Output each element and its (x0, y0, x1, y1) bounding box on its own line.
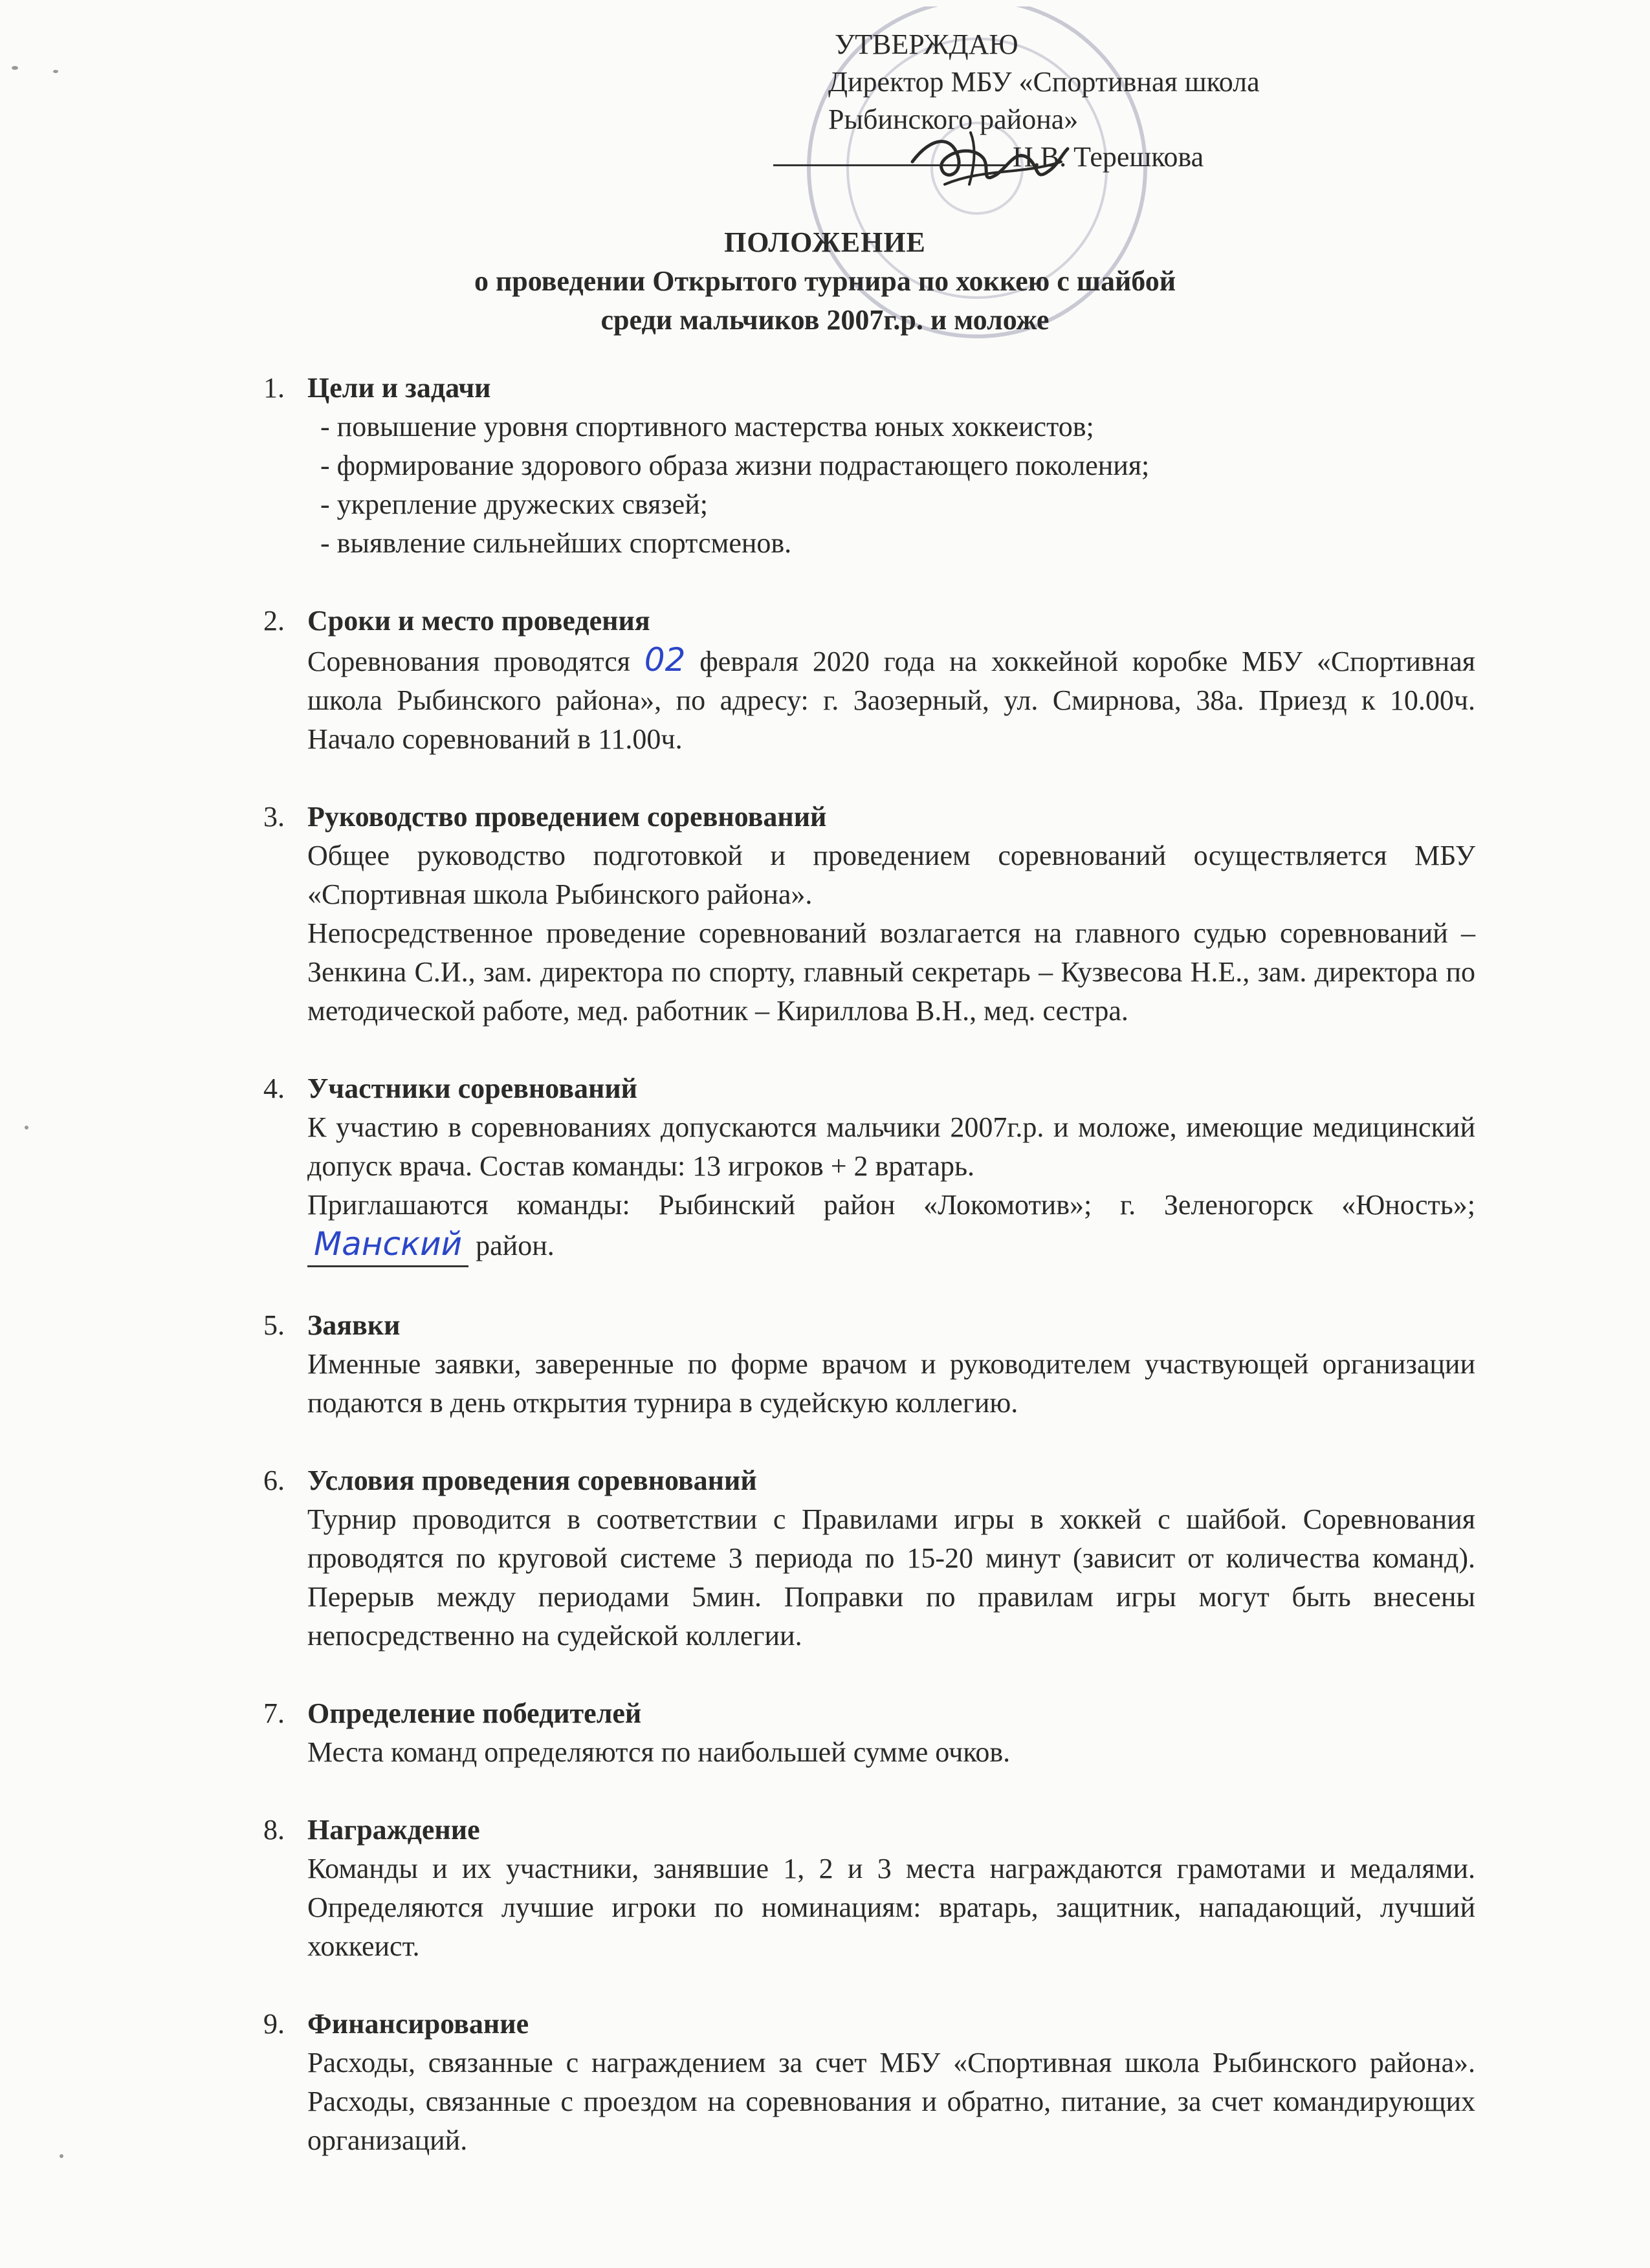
title-main: ПОЛОЖЕНИЕ (724, 226, 926, 258)
section-heading: Участники соревнований (307, 1073, 638, 1104)
section-text: Непосредственное проведение соревнований возлагается на главного судью соревнований – Зенкина С.И., зам. директора по спорту, главный секретарь – Кузвесова Н.Е., зам. директора по методической работе, мед. работник – Кириллова В.Н., мед. сестра. (307, 917, 1475, 1027)
sections-list (256, 369, 1475, 2199)
section-heading: Условия проведения соревнований (307, 1465, 757, 1496)
section-text: Расходы, связанные с награждением за счет МБУ «Спортивная школа Рыбинского района». Расходы, связанные с проездом на соревнования и обратно, питание, за счет командирующих организаций. (307, 2047, 1475, 2156)
section-heading: Определение победителей (307, 1697, 642, 1729)
section-number: 8. (263, 1814, 285, 1846)
list-item: - повышение уровня спортивного мастерства юных хоккеистов; (320, 411, 1094, 442)
section-management (256, 798, 1475, 1030)
section-applications (256, 1306, 1475, 1423)
document-title (0, 223, 1650, 340)
approval-position-line1: Директор МБУ «Спортивная школа (828, 66, 1260, 98)
handwritten-team: Манский (314, 1225, 463, 1263)
section-awards (256, 1811, 1475, 1966)
section-heading: Финансирование (307, 2008, 529, 2040)
signature-icon (906, 123, 1074, 194)
section-number: 5. (263, 1309, 285, 1341)
section-participants (256, 1069, 1475, 1267)
section-heading: Сроки и место проведения (307, 605, 650, 637)
section-text: Соревнования проводятся 02 февраля 2020 года на хоккейной коробке МБУ «Спортивная школа Рыбинского района», по адресу: г. Заозерный, ул. Смирнова, 38а. Приезд к 10.00ч. Начало соревнований в 11.00ч. (307, 641, 1476, 755)
title-line2: среди мальчиков 2007г.р. и моложе (600, 304, 1050, 336)
section-winners (256, 1694, 1475, 1772)
section-number: 9. (263, 2008, 285, 2040)
section-heading: Заявки (307, 1309, 401, 1341)
section-goals (256, 369, 1475, 563)
section-heading: Награждение (307, 1814, 480, 1846)
section-heading: Руководство проведением соревнований (307, 801, 827, 833)
list-item: - укрепление дружеских связей; (320, 488, 708, 520)
list-item: - выявление сильнейших спортсменов. (320, 527, 792, 559)
section-text: Именные заявки, заверенные по форме врачом и руководителем участвующей организации подаются в день открытия турнира в судейскую коллегию. (307, 1348, 1475, 1419)
approval-position-line2: Рыбинского района» (828, 104, 1079, 135)
section-text: К участию в соревнованиях допускаются мальчики 2007г.р. и моложе, имеющие медицинский допуск врача. Состав команды: 13 игроков + 2 вратарь. (307, 1111, 1475, 1182)
section-text: Команды и их участники, занявшие 1, 2 и 3 места награждаются грамотами и медалями. Определяются лучшие игроки по номинациям: вратарь, защитник, нападающий, лучший хоккеист. (307, 1853, 1475, 1962)
section-number: 6. (263, 1465, 285, 1496)
section-dates-place (256, 602, 1475, 759)
section-financing (256, 2005, 1475, 2160)
approval-heading: УТВЕРЖДАЮ (835, 28, 1018, 60)
title-line1: о проведении Открытого турнира по хоккею с шайбой (474, 265, 1176, 297)
list-item: - формирование здорового образа жизни подрастающего поколения; (320, 450, 1150, 481)
handwritten-date: 02 (644, 641, 686, 679)
section-number: 3. (263, 801, 285, 833)
section-number: 7. (263, 1697, 285, 1729)
section-number: 4. (263, 1073, 285, 1104)
section-heading: Цели и задачи (307, 372, 491, 404)
scan-speck (12, 66, 18, 70)
section-text: Общее руководство подготовкой и проведением соревнований осуществляется МБУ «Спортивная школа Рыбинского района». (307, 840, 1475, 910)
section-number: 1. (263, 372, 285, 404)
scan-speck (60, 2154, 63, 2158)
goals-list (320, 408, 1475, 563)
director-name: Н.В. Терешкова (1013, 141, 1204, 173)
section-number: 2. (263, 605, 285, 637)
section-text: Турнир проводится в соответствии с Правилами игры в хоккей с шайбой. Соревнования проводятся по круговой системе 3 периода по 15-20 минут (зависит от количества команд). Перерыв между периодами 5мин. Поправки по правилам игры могут быть внесены непосредственно на судейской коллегии. (307, 1503, 1475, 1652)
section-text: Приглашаются команды: Рыбинский район «Локомотив»; г. Зеленогорск «Юность»; Манский район. (307, 1186, 1475, 1267)
scan-speck (25, 1126, 28, 1129)
section-conditions (256, 1461, 1475, 1655)
section-text: Места команд определяются по наибольшей сумме очков. (307, 1736, 1011, 1768)
scan-speck (53, 70, 58, 73)
